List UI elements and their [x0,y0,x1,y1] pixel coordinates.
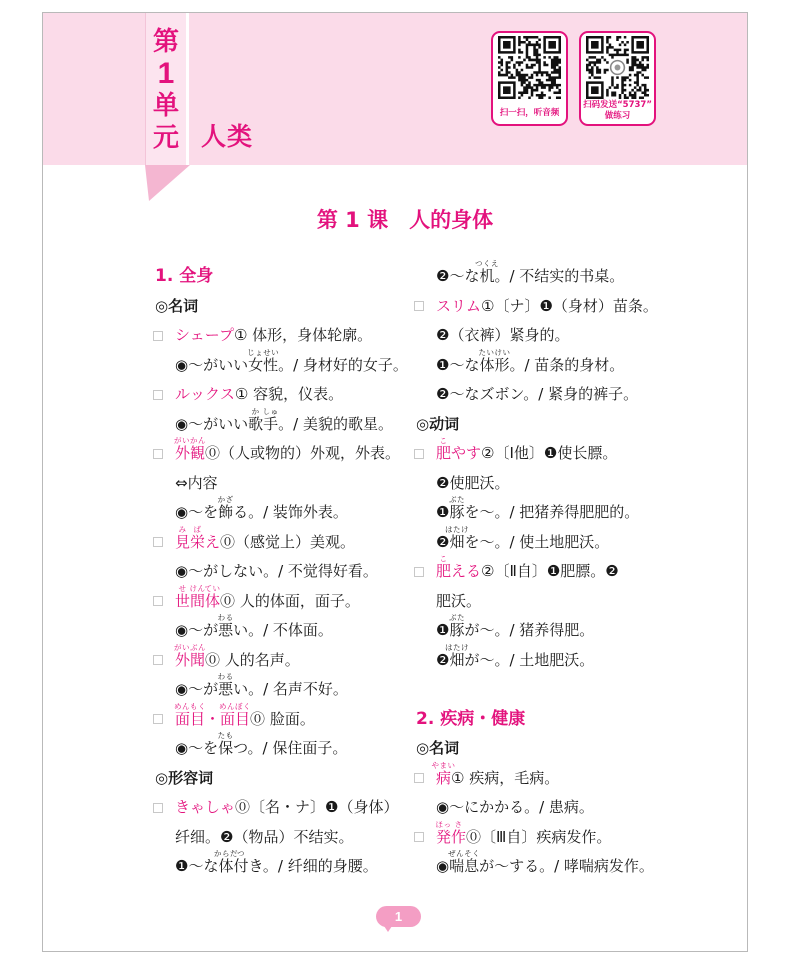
headword: スリム [436,296,482,315]
example-sentence [152,613,397,646]
entry-text: ❷使肥沃。 [436,473,510,492]
entry-text: 体形 [479,355,510,374]
entry-text: 豚 [449,621,465,639]
entry-text: ① 容貌，仪表。 [234,385,344,403]
entry-checkbox [414,773,424,783]
headword-with-reading [174,701,206,735]
example-sentence [413,495,733,528]
page-number: 1 [394,909,403,924]
furigana: わる [217,613,234,622]
entry-text: が～する。/ 哮喘病发作。 [479,857,654,875]
entry-text: 体 [218,857,234,875]
furigana: はたけ [444,642,469,652]
headword-with-reading [451,819,467,853]
entry-text: ⇔内容 [175,473,218,492]
headword: 間 [190,591,206,610]
headword: 作 [451,827,467,846]
entry-text: ②〔Ⅱ自〕❶肥膘。❷ [481,562,619,580]
entry-text-with-reading [262,406,279,440]
entry-checkbox [153,449,163,459]
headword: ルックス [175,385,235,403]
example-sentence [413,849,733,882]
entry-text: ⓪〔名・ナ〕❶（身体） [235,798,399,816]
unit-number: 1 [157,57,175,90]
entry-text-with-reading [217,731,234,764]
furigana: がいかん [174,436,206,445]
qr-caption [493,108,566,119]
entry-text-with-reading [217,495,234,528]
entry-checkbox [153,803,163,813]
qr-caption-line: 扫码发送“5737” [583,100,652,110]
headword-with-reading [175,583,191,617]
unit-label-char: 单 [152,91,179,121]
furigana: さ [454,819,463,829]
entry-text-with-reading [213,849,238,882]
headword-with-reading [204,583,221,617]
entry-checkbox [153,537,163,547]
entry-text-with-reading [217,672,234,705]
entry-text: ⓪ 脸面。 [250,709,315,728]
example-sentence [152,557,397,587]
example-sentence [413,793,733,823]
part-of-speech-heading: ◎名词 [416,739,460,757]
example-sentence [413,642,733,676]
furigana: からだ [213,849,238,858]
entry-text: 保 [218,739,234,757]
example-sentence [413,347,733,381]
qr-caption-line: 扫一扫，听音频 [499,108,560,118]
entry-text-with-reading [478,347,511,381]
entry-text: 肥沃。 [436,591,482,610]
furigana: はたけ [444,524,469,534]
headword: シェープ [175,326,234,344]
entry-text-with-reading [448,495,465,528]
furigana: ほっ [435,819,452,829]
headword-with-reading [174,642,206,676]
qr-logo-dot [615,65,621,71]
part-of-speech-heading: ◎名词 [155,296,199,315]
fold-shape [145,165,190,201]
example-sentence [152,731,397,764]
vocab-entry [152,793,397,823]
definition-continuation [152,823,397,853]
entry-text-with-reading [448,849,481,882]
vocab-entry [413,436,733,469]
entry-text: 悪 [218,621,234,639]
lesson-title: 第 1 课 人的身体 [316,208,494,232]
vocab-entry [413,819,733,853]
furigana: ぜんそく [448,849,481,858]
qr-card-audio [491,31,568,126]
definition-continuation [413,587,733,617]
headword-with-reading [189,583,206,617]
headword: 見 [175,532,191,551]
furigana: けん [189,583,206,593]
entry-text: 付 [233,857,249,875]
vocab-entry [152,380,397,410]
example-sentence [152,406,397,440]
entry-text: ◉～が [175,680,219,698]
entry-text: が～。/ 猪养得肥。 [464,621,595,639]
section-heading: 1. 全身 [155,266,214,286]
entry-text: 。/ 美貌的歌星。 [278,414,393,433]
vocab-entry [413,554,733,587]
example-sentence [152,849,397,882]
entry-text: を～。/ 使土地肥沃。 [464,532,610,551]
furigana: がいぶん [174,642,206,652]
furigana: こ [439,554,448,563]
entry-text: ❷ [436,532,450,551]
entry-text: ⓪ 人的名声。 [205,650,300,669]
headword: 栄 [190,532,206,551]
headword-with-reading [436,436,452,469]
headword-with-reading [435,819,452,853]
entry-text: い。/ 名声不好。 [233,680,348,698]
example-sentence [413,380,733,410]
entry-text: ❷～なズボン。/ 紧身的裤子。 [436,385,639,403]
headword-with-reading [174,436,206,469]
left-column [152,262,408,882]
entry-text-with-reading [474,259,499,292]
vocab-entry [152,701,397,735]
headword: 発 [436,827,452,846]
headword: ・ [205,709,221,728]
entry-checkbox [153,331,163,341]
entry-text: ❶ [436,503,450,521]
vocab-entry [413,760,733,794]
furigana: たいけい [478,347,511,357]
entry-text: い。/ 不体面。 [233,621,333,639]
entry-text: 女性 [248,355,279,374]
vocab-entry [152,583,397,617]
entry-text: 畑 [449,532,465,551]
entry-text: が～。/ 土地肥沃。 [464,650,595,669]
vocab-entry [152,321,397,351]
unit-label-char: 第 [152,27,179,57]
entry-text: つ。/ 保住面子。 [233,739,348,757]
entry-text-with-reading [248,406,264,440]
entry-text: ◉～がいい [175,414,249,433]
entry-checkbox [414,449,424,459]
headword: 肥 [436,562,452,580]
entry-text: ①〔ナ〕❶（身材）苗条。 [481,296,658,315]
furigana: つくえ [474,259,499,268]
headword: 体 [205,591,221,610]
unit-label-char: 元 [152,123,179,153]
entry-text: ❶ [436,621,450,639]
entry-text: ◉～にかかる。/ 患病。 [436,798,594,816]
entry-text: ❶～な [436,355,480,374]
entry-text: き。/ 纤细的身腰。 [248,857,378,875]
entry-checkbox [153,655,163,665]
headword: 面目 [175,709,206,728]
headword: える [451,562,482,580]
entry-text: 纤细。❷（物品）不结实。 [175,827,354,846]
furigana: てい [204,583,221,593]
headword-with-reading [190,524,206,558]
entry-checkbox [414,567,424,577]
entry-text: ◉～がしない。/ 不觉得好看。 [175,562,378,580]
entry-text: 豚 [449,503,465,521]
example-sentence [152,672,397,705]
qr-caption [581,100,654,122]
right-column [413,259,733,882]
entry-text: 。/ 苗条的身材。 [509,355,625,374]
furigana: めんもく [174,701,206,711]
furigana: み [178,524,187,534]
vocab-entry [152,524,397,558]
example-sentence [413,524,733,558]
headword: 面目 [220,709,251,728]
entry-text: 歌 [248,414,264,433]
example-sentence [152,495,397,528]
entry-text: ① 体形，身体轮廓。 [233,326,373,344]
furigana: つ [236,849,245,858]
headword: え [205,532,221,551]
entry-text: ◉～を [175,503,219,521]
vocab-entry [413,292,733,322]
furigana: ば [193,524,202,534]
entry-text: ⓪〔Ⅲ自〕疾病发作。 [466,827,612,846]
entry-text: 。/ 身材好的女子。 [278,355,408,374]
furigana: わる [217,672,234,681]
entry-text: ❷ [436,650,450,669]
entry-text: ❷～な [436,267,480,285]
headword: 外観 [175,444,206,462]
section-heading: 2. 疾病・健康 [416,708,526,729]
headword: 肥 [436,444,452,462]
entry-text: ⓪（感觉上）美观。 [220,532,356,551]
entry-text: る。/ 装饰外表。 [233,503,348,521]
entry-text: 畑 [449,650,465,669]
headword: 外聞 [175,650,206,669]
vocab-entry [152,436,401,469]
unit-tab [145,12,189,165]
headword: 世 [175,591,191,610]
headword-with-reading [219,701,252,735]
entry-text-with-reading [217,613,234,646]
furigana: じょせい [247,347,280,357]
entry-text-with-reading [448,613,465,646]
entry-checkbox [153,596,163,606]
entry-text-with-reading [247,347,280,381]
entry-text: 机 [479,267,495,285]
headword: 病 [436,768,452,787]
page-number-badge [376,906,421,927]
furigana: こ [439,436,448,445]
entry-text: ① 疾病，毛病。 [451,768,560,787]
entry-text: ◉～が [175,621,219,639]
unit-title: 人类 [201,122,254,151]
example-sentence [152,347,408,381]
furigana: ぶた [448,613,465,622]
entry-checkbox [153,714,163,724]
headword-with-reading [436,554,452,587]
furigana: しゅ [262,406,279,416]
entry-text: ◉～を [175,739,219,757]
entry-text-with-reading [444,524,469,558]
entry-text: 悪 [218,680,234,698]
headword-with-reading [175,524,191,558]
definition-continuation [413,469,733,499]
entry-text: ⓪（人或物的）外观，外表。 [205,444,401,462]
definition-continuation [152,469,397,499]
entry-text: ②〔Ⅰ他〕❶使长膘。 [481,444,618,462]
headword: きゃしゃ [175,798,236,816]
qr-caption-line: 做练习 [604,111,631,121]
entry-text: ◉～がいい [175,355,249,374]
entry-text: 手 [263,414,279,433]
headword: やす [451,444,482,462]
entry-text: ❶～な [175,857,219,875]
vocab-entry [152,642,397,676]
furigana: ぶた [448,495,465,504]
qr-card-exercise [579,31,656,126]
entry-text: ⓪ 人的体面，面子。 [220,591,360,610]
furigana: たも [217,731,234,740]
entry-text: ❷（衣裤）紧身的。 [436,326,570,344]
entry-text: 喘息 [449,857,480,875]
tab-fold-corner [145,165,190,201]
headword-with-reading [431,760,456,794]
furigana: かざ [217,495,234,504]
entry-text: を～。/ 把猪养得肥肥的。 [464,503,640,521]
entry-text: 飾 [218,503,234,521]
furigana: か [251,406,260,416]
part-of-speech-heading: ◎动词 [416,414,460,433]
example-sentence [413,613,733,646]
example-sentence [413,259,733,292]
furigana: せ [178,583,187,593]
definition-continuation [413,321,733,351]
furigana: めんぼく [219,701,252,711]
furigana: やまい [431,760,456,770]
entry-checkbox [153,390,163,400]
entry-text-with-reading [233,849,249,882]
entry-text: 。/ 不结实的书桌。 [494,267,625,285]
entry-checkbox [414,832,424,842]
entry-checkbox [414,301,424,311]
entry-text: ◉ [436,857,450,875]
qr-code-icon [586,36,649,99]
part-of-speech-heading: ◎形容词 [155,768,214,787]
qr-code-icon [498,36,561,99]
entry-text-with-reading [444,642,469,676]
